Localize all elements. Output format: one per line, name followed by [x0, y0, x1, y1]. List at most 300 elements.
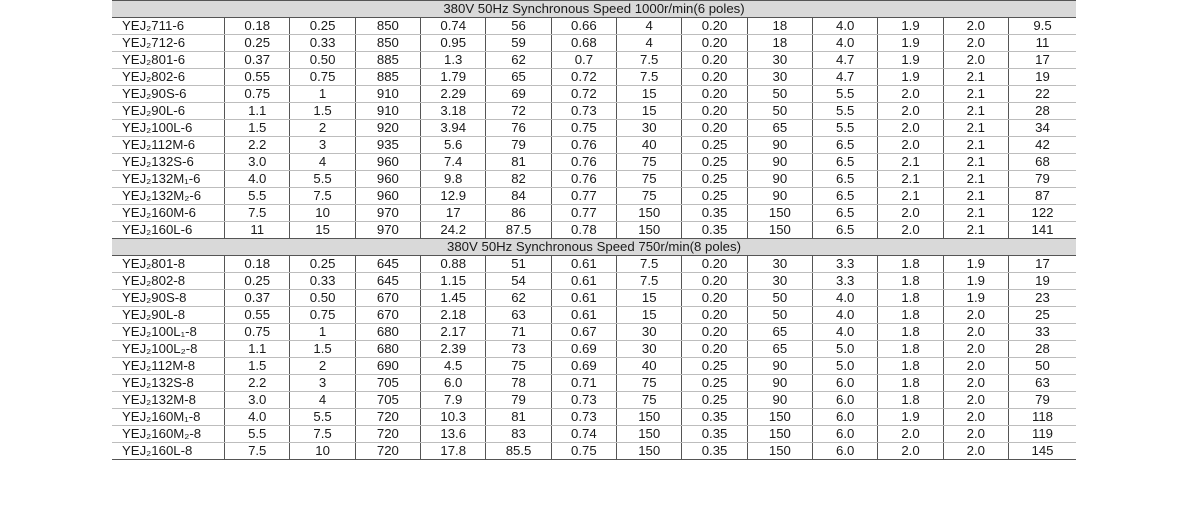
value-cell: 4.7 [813, 52, 878, 69]
value-cell: 75 [617, 392, 682, 409]
value-cell: 65 [747, 341, 812, 358]
value-cell: 15 [617, 103, 682, 120]
value-cell: 1.45 [421, 290, 486, 307]
value-cell: 75 [617, 171, 682, 188]
value-cell: 0.66 [551, 18, 616, 35]
value-cell: 0.50 [290, 290, 355, 307]
value-cell: 4 [617, 35, 682, 52]
model-cell: YEJ₂132M₁-6 [112, 171, 225, 188]
table-row [112, 324, 1076, 341]
value-cell: 2.0 [943, 409, 1008, 426]
table-row [112, 307, 1076, 324]
value-cell: 2.18 [421, 307, 486, 324]
value-cell: 5.0 [813, 358, 878, 375]
model-cell: YEJ₂132S-6 [112, 154, 225, 171]
value-cell: 2.0 [943, 324, 1008, 341]
value-cell: 150 [617, 409, 682, 426]
value-cell: 0.20 [682, 290, 747, 307]
value-cell: 17 [1009, 52, 1076, 69]
value-cell: 40 [617, 358, 682, 375]
value-cell: 18 [747, 35, 812, 52]
value-cell: 0.35 [682, 222, 747, 239]
value-cell: 10.3 [421, 409, 486, 426]
value-cell: 0.74 [421, 18, 486, 35]
value-cell: 0.73 [551, 409, 616, 426]
value-cell: 28 [1009, 103, 1076, 120]
value-cell: 850 [355, 35, 420, 52]
value-cell: 0.25 [682, 375, 747, 392]
table-row [112, 222, 1076, 239]
motor-spec-table [112, 0, 1076, 460]
table-body [112, 0, 1076, 460]
value-cell: 2.29 [421, 86, 486, 103]
value-cell: 935 [355, 137, 420, 154]
value-cell: 15 [617, 307, 682, 324]
value-cell: 0.20 [682, 69, 747, 86]
value-cell: 75 [617, 188, 682, 205]
value-cell: 2.0 [878, 443, 943, 460]
value-cell: 23 [1009, 290, 1076, 307]
value-cell: 1.9 [943, 256, 1008, 273]
value-cell: 4.0 [813, 290, 878, 307]
table-row [112, 52, 1076, 69]
value-cell: 2.2 [225, 375, 290, 392]
value-cell: 680 [355, 324, 420, 341]
value-cell: 0.37 [225, 290, 290, 307]
value-cell: 79 [486, 392, 551, 409]
value-cell: 34 [1009, 120, 1076, 137]
value-cell: 0.33 [290, 273, 355, 290]
value-cell: 0.25 [682, 154, 747, 171]
value-cell: 6.0 [813, 375, 878, 392]
model-cell: YEJ₂132S-8 [112, 375, 225, 392]
value-cell: 0.76 [551, 154, 616, 171]
value-cell: 90 [747, 154, 812, 171]
value-cell: 6.0 [813, 392, 878, 409]
value-cell: 0.35 [682, 409, 747, 426]
model-cell: YEJ₂160M₁-8 [112, 409, 225, 426]
value-cell: 0.20 [682, 324, 747, 341]
value-cell: 11 [225, 222, 290, 239]
value-cell: 0.18 [225, 256, 290, 273]
value-cell: 63 [1009, 375, 1076, 392]
value-cell: 90 [747, 358, 812, 375]
model-cell: YEJ₂801-6 [112, 52, 225, 69]
value-cell: 0.37 [225, 52, 290, 69]
table-row [112, 443, 1076, 460]
value-cell: 0.73 [551, 392, 616, 409]
value-cell: 7.5 [225, 443, 290, 460]
value-cell: 7.5 [225, 205, 290, 222]
value-cell: 885 [355, 69, 420, 86]
value-cell: 150 [617, 443, 682, 460]
value-cell: 2.17 [421, 324, 486, 341]
value-cell: 150 [747, 443, 812, 460]
value-cell: 0.73 [551, 103, 616, 120]
value-cell: 910 [355, 103, 420, 120]
model-cell: YEJ₂90S-8 [112, 290, 225, 307]
value-cell: 2.2 [225, 137, 290, 154]
value-cell: 1 [290, 86, 355, 103]
value-cell: 90 [747, 137, 812, 154]
value-cell: 6.0 [813, 443, 878, 460]
value-cell: 970 [355, 222, 420, 239]
value-cell: 6.5 [813, 188, 878, 205]
value-cell: 2.1 [943, 120, 1008, 137]
value-cell: 1.9 [878, 52, 943, 69]
value-cell: 75 [617, 375, 682, 392]
value-cell: 65 [747, 120, 812, 137]
value-cell: 2.1 [878, 171, 943, 188]
model-cell: YEJ₂160L-6 [112, 222, 225, 239]
value-cell: 7.5 [290, 188, 355, 205]
value-cell: 54 [486, 273, 551, 290]
value-cell: 62 [486, 52, 551, 69]
value-cell: 1.8 [878, 256, 943, 273]
value-cell: 6.5 [813, 171, 878, 188]
model-cell: YEJ₂100L-6 [112, 120, 225, 137]
value-cell: 0.77 [551, 188, 616, 205]
value-cell: 0.75 [290, 69, 355, 86]
value-cell: 0.72 [551, 86, 616, 103]
value-cell: 28 [1009, 341, 1076, 358]
value-cell: 78 [486, 375, 551, 392]
value-cell: 2.0 [943, 52, 1008, 69]
value-cell: 150 [747, 205, 812, 222]
value-cell: 118 [1009, 409, 1076, 426]
value-cell: 0.75 [225, 324, 290, 341]
value-cell: 5.5 [290, 409, 355, 426]
value-cell: 50 [1009, 358, 1076, 375]
value-cell: 7.5 [617, 69, 682, 86]
value-cell: 1.5 [225, 358, 290, 375]
value-cell: 1.8 [878, 341, 943, 358]
value-cell: 59 [486, 35, 551, 52]
value-cell: 81 [486, 154, 551, 171]
value-cell: 62 [486, 290, 551, 307]
value-cell: 0.68 [551, 35, 616, 52]
value-cell: 910 [355, 86, 420, 103]
value-cell: 0.67 [551, 324, 616, 341]
value-cell: 4.7 [813, 69, 878, 86]
value-cell: 3.3 [813, 256, 878, 273]
value-cell: 0.25 [225, 35, 290, 52]
value-cell: 3.3 [813, 273, 878, 290]
value-cell: 4.0 [225, 409, 290, 426]
value-cell: 4.0 [813, 307, 878, 324]
model-cell: YEJ₂801-8 [112, 256, 225, 273]
value-cell: 90 [747, 392, 812, 409]
value-cell: 1.8 [878, 307, 943, 324]
value-cell: 0.61 [551, 290, 616, 307]
value-cell: 33 [1009, 324, 1076, 341]
value-cell: 5.5 [225, 188, 290, 205]
model-cell: YEJ₂712-6 [112, 35, 225, 52]
value-cell: 10 [290, 443, 355, 460]
value-cell: 0.25 [290, 18, 355, 35]
value-cell: 0.25 [225, 273, 290, 290]
value-cell: 2.0 [878, 86, 943, 103]
model-cell: YEJ₂90S-6 [112, 86, 225, 103]
value-cell: 0.88 [421, 256, 486, 273]
value-cell: 960 [355, 188, 420, 205]
value-cell: 141 [1009, 222, 1076, 239]
value-cell: 150 [747, 222, 812, 239]
table-row [112, 273, 1076, 290]
value-cell: 2.0 [878, 137, 943, 154]
value-cell: 2.1 [878, 154, 943, 171]
value-cell: 150 [617, 205, 682, 222]
table-row [112, 69, 1076, 86]
table-row [112, 171, 1076, 188]
value-cell: 0.50 [290, 52, 355, 69]
value-cell: 0.75 [551, 443, 616, 460]
value-cell: 0.35 [682, 443, 747, 460]
value-cell: 5.5 [290, 171, 355, 188]
value-cell: 0.20 [682, 256, 747, 273]
value-cell: 6.0 [813, 426, 878, 443]
value-cell: 2.0 [878, 222, 943, 239]
value-cell: 0.61 [551, 256, 616, 273]
value-cell: 1.9 [878, 409, 943, 426]
table-row [112, 154, 1076, 171]
value-cell: 960 [355, 171, 420, 188]
value-cell: 9.8 [421, 171, 486, 188]
model-cell: YEJ₂112M-8 [112, 358, 225, 375]
value-cell: 0.69 [551, 341, 616, 358]
value-cell: 2.1 [943, 154, 1008, 171]
value-cell: 0.74 [551, 426, 616, 443]
value-cell: 3.0 [225, 392, 290, 409]
value-cell: 76 [486, 120, 551, 137]
table-row [112, 392, 1076, 409]
value-cell: 1.5 [290, 341, 355, 358]
value-cell: 2.1 [943, 205, 1008, 222]
value-cell: 2.1 [943, 103, 1008, 120]
value-cell: 2.0 [943, 18, 1008, 35]
value-cell: 0.20 [682, 52, 747, 69]
value-cell: 56 [486, 18, 551, 35]
value-cell: 122 [1009, 205, 1076, 222]
value-cell: 73 [486, 341, 551, 358]
value-cell: 0.78 [551, 222, 616, 239]
value-cell: 50 [747, 103, 812, 120]
value-cell: 2.1 [943, 222, 1008, 239]
value-cell: 0.20 [682, 18, 747, 35]
model-cell: YEJ₂711-6 [112, 18, 225, 35]
table-row [112, 35, 1076, 52]
value-cell: 50 [747, 86, 812, 103]
value-cell: 0.20 [682, 273, 747, 290]
value-cell: 1.79 [421, 69, 486, 86]
value-cell: 0.25 [290, 256, 355, 273]
value-cell: 2 [290, 120, 355, 137]
value-cell: 2.0 [943, 426, 1008, 443]
value-cell: 7.9 [421, 392, 486, 409]
value-cell: 2 [290, 358, 355, 375]
value-cell: 670 [355, 307, 420, 324]
value-cell: 1.8 [878, 273, 943, 290]
value-cell: 5.0 [813, 341, 878, 358]
value-cell: 40 [617, 137, 682, 154]
value-cell: 3.94 [421, 120, 486, 137]
value-cell: 90 [747, 171, 812, 188]
value-cell: 2.0 [878, 103, 943, 120]
value-cell: 15 [617, 290, 682, 307]
value-cell: 1.8 [878, 375, 943, 392]
table-row [112, 290, 1076, 307]
value-cell: 6.0 [813, 409, 878, 426]
value-cell: 145 [1009, 443, 1076, 460]
table-row [112, 103, 1076, 120]
value-cell: 2.0 [878, 120, 943, 137]
value-cell: 24.2 [421, 222, 486, 239]
value-cell: 19 [1009, 69, 1076, 86]
value-cell: 1.15 [421, 273, 486, 290]
value-cell: 75 [486, 358, 551, 375]
value-cell: 0.20 [682, 35, 747, 52]
value-cell: 2.1 [943, 188, 1008, 205]
value-cell: 12.9 [421, 188, 486, 205]
value-cell: 90 [747, 375, 812, 392]
value-cell: 87.5 [486, 222, 551, 239]
value-cell: 1.1 [225, 103, 290, 120]
value-cell: 0.25 [682, 188, 747, 205]
value-cell: 85.5 [486, 443, 551, 460]
value-cell: 720 [355, 426, 420, 443]
value-cell: 670 [355, 290, 420, 307]
value-cell: 920 [355, 120, 420, 137]
value-cell: 90 [747, 188, 812, 205]
model-cell: YEJ₂100L₂-8 [112, 341, 225, 358]
value-cell: 0.35 [682, 205, 747, 222]
model-cell: YEJ₂90L-8 [112, 307, 225, 324]
value-cell: 0.76 [551, 137, 616, 154]
value-cell: 30 [747, 52, 812, 69]
value-cell: 0.75 [551, 120, 616, 137]
value-cell: 2.0 [878, 426, 943, 443]
value-cell: 83 [486, 426, 551, 443]
value-cell: 82 [486, 171, 551, 188]
value-cell: 25 [1009, 307, 1076, 324]
value-cell: 81 [486, 409, 551, 426]
value-cell: 79 [1009, 171, 1076, 188]
value-cell: 2.0 [943, 375, 1008, 392]
value-cell: 1.9 [943, 290, 1008, 307]
table-row [112, 358, 1076, 375]
value-cell: 7.4 [421, 154, 486, 171]
value-cell: 1.1 [225, 341, 290, 358]
value-cell: 1.8 [878, 324, 943, 341]
value-cell: 4.5 [421, 358, 486, 375]
value-cell: 6.5 [813, 222, 878, 239]
value-cell: 87 [1009, 188, 1076, 205]
value-cell: 0.20 [682, 307, 747, 324]
value-cell: 10 [290, 205, 355, 222]
value-cell: 30 [617, 324, 682, 341]
value-cell: 4.0 [813, 324, 878, 341]
value-cell: 6.5 [813, 137, 878, 154]
value-cell: 0.25 [682, 358, 747, 375]
table-row [112, 341, 1076, 358]
value-cell: 1.8 [878, 290, 943, 307]
value-cell: 6.5 [813, 154, 878, 171]
value-cell: 0.20 [682, 103, 747, 120]
value-cell: 15 [290, 222, 355, 239]
value-cell: 0.20 [682, 86, 747, 103]
value-cell: 7.5 [617, 256, 682, 273]
value-cell: 0.95 [421, 35, 486, 52]
value-cell: 150 [747, 409, 812, 426]
value-cell: 0.33 [290, 35, 355, 52]
table-row [112, 426, 1076, 443]
value-cell: 3.0 [225, 154, 290, 171]
value-cell: 960 [355, 154, 420, 171]
value-cell: 0.76 [551, 171, 616, 188]
model-cell: YEJ₂160M₂-8 [112, 426, 225, 443]
value-cell: 42 [1009, 137, 1076, 154]
value-cell: 720 [355, 409, 420, 426]
value-cell: 3 [290, 375, 355, 392]
model-cell: YEJ₂90L-6 [112, 103, 225, 120]
value-cell: 5.5 [225, 426, 290, 443]
value-cell: 0.72 [551, 69, 616, 86]
value-cell: 72 [486, 103, 551, 120]
table-row [112, 256, 1076, 273]
value-cell: 2.1 [943, 137, 1008, 154]
value-cell: 13.6 [421, 426, 486, 443]
table-row [112, 120, 1076, 137]
value-cell: 17.8 [421, 443, 486, 460]
value-cell: 6.0 [421, 375, 486, 392]
value-cell: 2.0 [943, 443, 1008, 460]
section-title: 380V 50Hz Synchronous Speed 750r/min(8 poles) [112, 239, 1076, 256]
value-cell: 65 [486, 69, 551, 86]
value-cell: 2.0 [943, 35, 1008, 52]
model-cell: YEJ₂132M₂-6 [112, 188, 225, 205]
model-cell: YEJ₂112M-6 [112, 137, 225, 154]
value-cell: 19 [1009, 273, 1076, 290]
value-cell: 2.1 [943, 69, 1008, 86]
value-cell: 30 [617, 341, 682, 358]
value-cell: 1.8 [878, 358, 943, 375]
value-cell: 0.69 [551, 358, 616, 375]
value-cell: 705 [355, 375, 420, 392]
model-cell: YEJ₂802-8 [112, 273, 225, 290]
value-cell: 71 [486, 324, 551, 341]
value-cell: 1.5 [290, 103, 355, 120]
value-cell: 1.5 [225, 120, 290, 137]
value-cell: 22 [1009, 86, 1076, 103]
value-cell: 2.0 [943, 307, 1008, 324]
value-cell: 1.9 [943, 273, 1008, 290]
value-cell: 645 [355, 273, 420, 290]
value-cell: 0.61 [551, 307, 616, 324]
value-cell: 150 [747, 426, 812, 443]
value-cell: 79 [486, 137, 551, 154]
value-cell: 15 [617, 86, 682, 103]
value-cell: 0.20 [682, 120, 747, 137]
value-cell: 17 [421, 205, 486, 222]
value-cell: 705 [355, 392, 420, 409]
value-cell: 150 [617, 426, 682, 443]
value-cell: 1.3 [421, 52, 486, 69]
value-cell: 7.5 [617, 52, 682, 69]
value-cell: 50 [747, 307, 812, 324]
table-row [112, 137, 1076, 154]
value-cell: 680 [355, 341, 420, 358]
value-cell: 75 [617, 154, 682, 171]
